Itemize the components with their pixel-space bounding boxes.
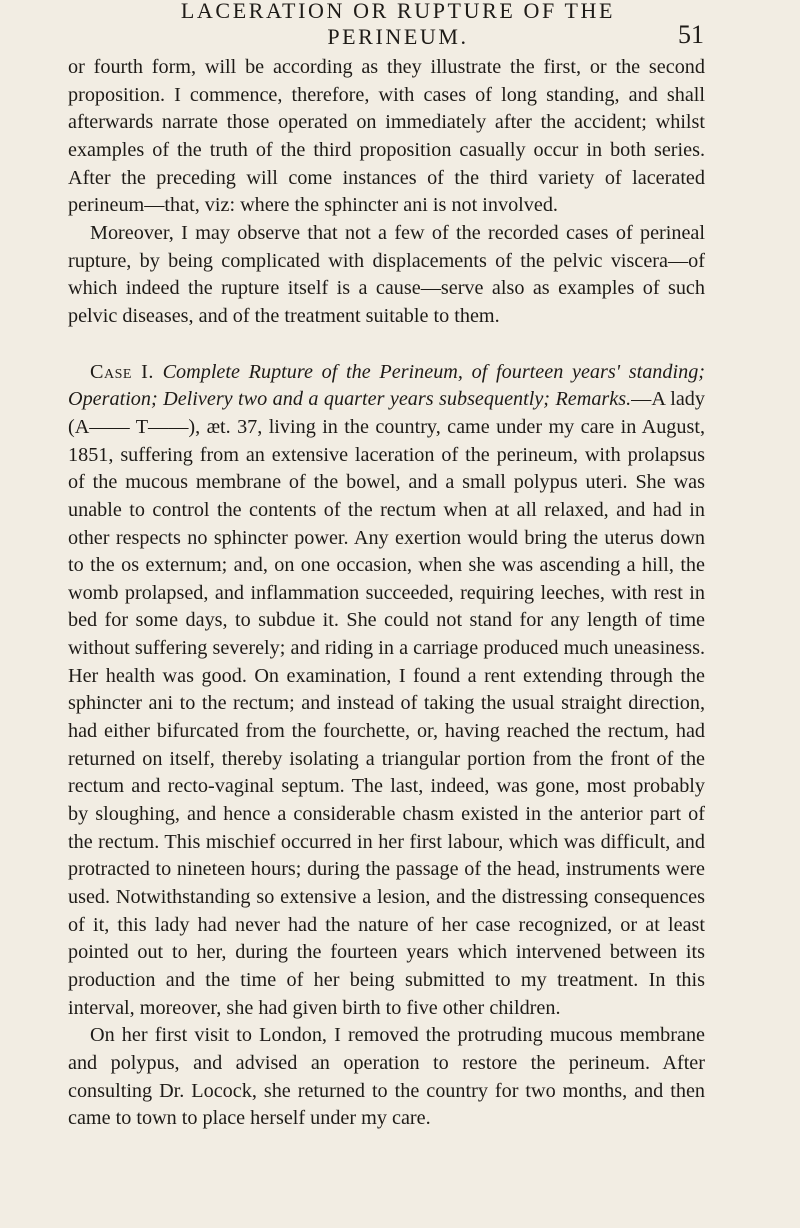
case-one-text: —A lady (A—— T——), æt. 37, living in the country, came under my care in August, 1851, suffering from an extensive laceration of the perineum, with prolapsus of the mucous membrane of the bowel, and a small polypus uteri. She was unable to control the contents of the rectum when at all relaxed, and had in other respects no sphincter power. Any exertion would bring the uterus down to the os externum; and, on one occasion, when she was ascending a hill, the womb prolapsed, and inflammation succeeded, requiring leeches, with rest in bed for some days, to subdue it. She could not stand for any length of time without suffering severely; and riding in a carriage produced much uneasiness. Her health was good. On examination, I found a rent extending through the sphincter ani to the rectum; and instead of taking the usual straight direction, had either bifurcated from the fourchette, or, having reached the rectum, had returned on itself, thereby isolating a triangular portion from the front of the rectum and recto-vaginal septum. The last, indeed, was gone, most probably by sloughing, and hence a considerable chasm existed in the anterior part of the rectum. This mischief occurred in her first labour, which was difficult, and protracted to nineteen hours; during the passage of the head, instruments were used. Notwithstanding so extensive a lesion, and the distressing consequences of it, this lady had never had the nature of her case recognized, or at least pointed out to her, during the fourteen years which intervened between its production and the time of her being submitted to my treatment. In this interval, moreover, she had given birth to five other children. xyxy=(68,388,705,1019)
paragraph-continuation: or fourth form, will be according as they illustrate the first, or the second proposition. I commence, therefore, with cases of long standing, and shall afterwards narrate those operated on immediately after the accident; whilst examples of the truth of the third proposition casually occur in both series. After the preceding will come instances of the third variety of lacerated perineum—that, viz: where the sphincter ani is not involved. xyxy=(68,56,705,217)
running-title: LACERATION OR RUPTURE OF THE PERINEUM. xyxy=(180,0,616,49)
paragraph-pelvic-viscera: Moreover, I may observe that not a few of the recorded cases of perineal rupture, by being complicated with displacements of the pelvic viscera—of which indeed the rupture itself is a cause—serve also as examples of such pelvic diseases, and of the treatment suitable to them. xyxy=(68,221,705,327)
running-header xyxy=(110,0,704,50)
page-number: 51 xyxy=(678,20,704,49)
case-heading: Complete Rupture of the Perineum, of fourteen years' standing; Operation; Delivery two and a quarter years subsequently; Remarks. xyxy=(68,360,706,411)
case-label: Case I. xyxy=(90,360,154,383)
paragraph-first-visit: On her first visit to London, I removed the protruding mucous membrane and polypus, and advised an operation to restore the perineum. After consulting Dr. Locock, she returned to the country for two months, and then came to town to place herself under my care. xyxy=(68,1024,705,1130)
case-one-paragraph xyxy=(68,359,705,1023)
body-text xyxy=(68,54,705,1133)
